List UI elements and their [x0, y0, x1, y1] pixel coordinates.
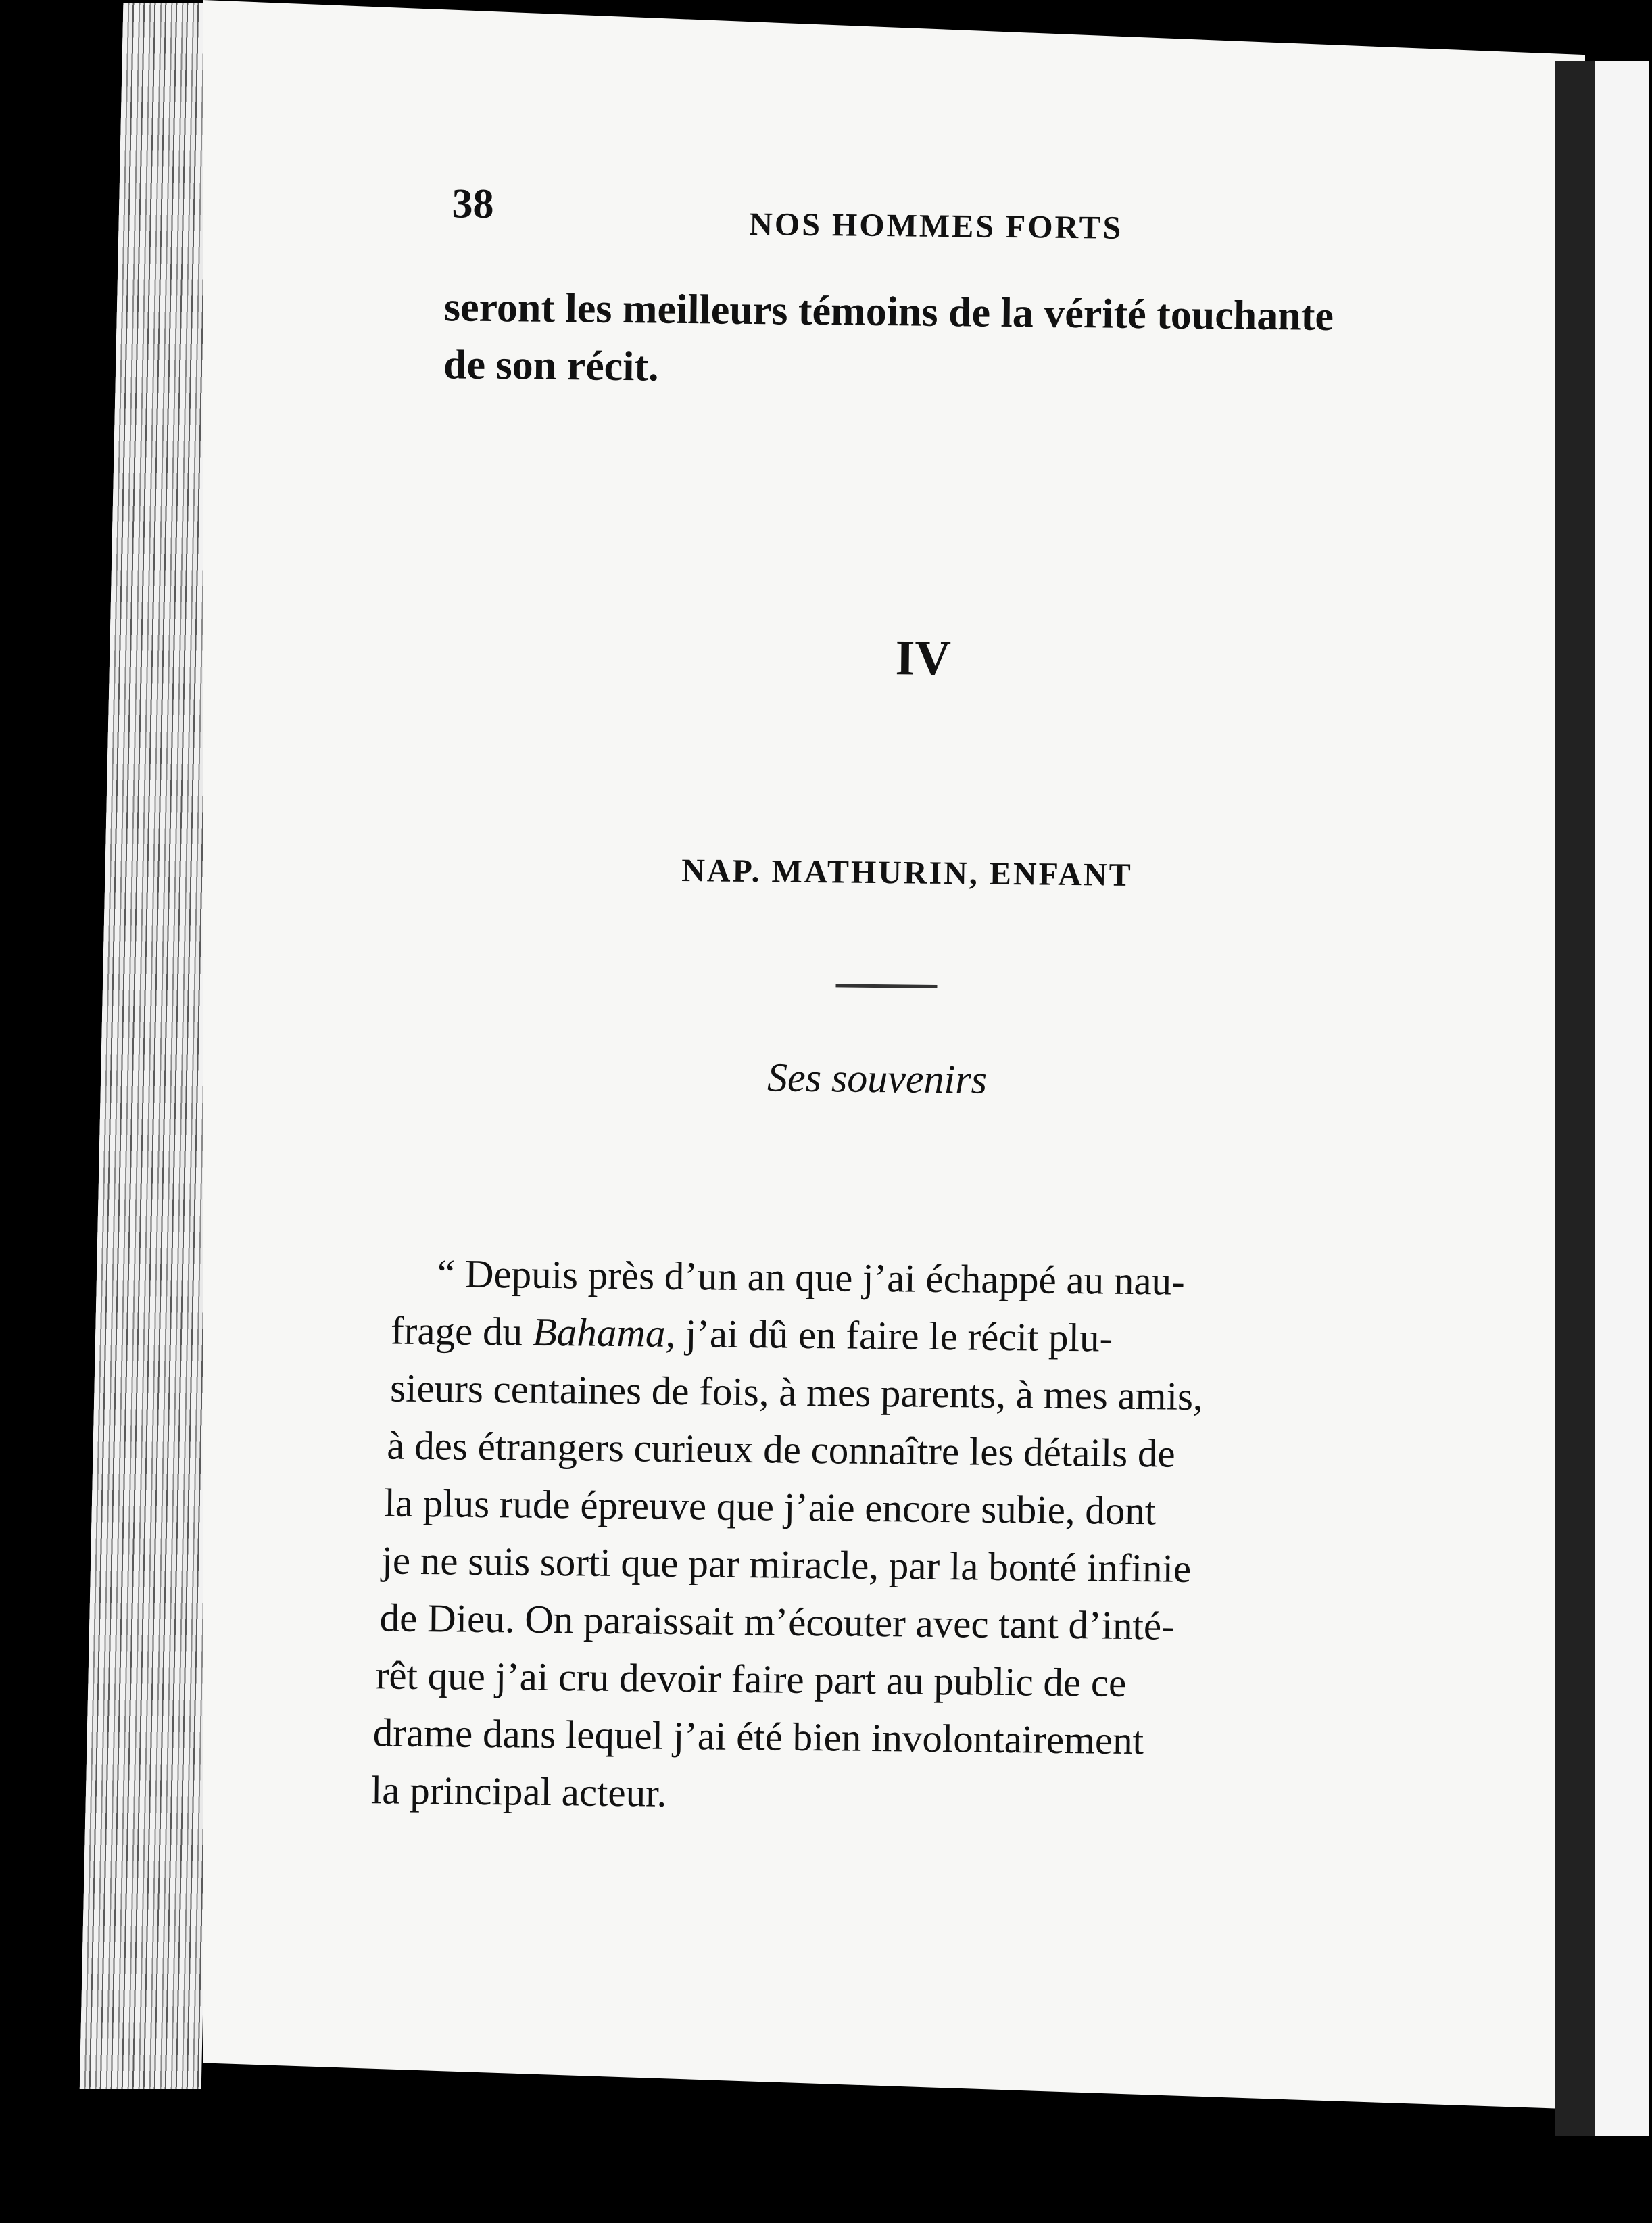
continuation-line: seront les meilleurs témoins de la vérité touchante	[443, 284, 1334, 340]
section-subtitle: Ses souvenirs	[767, 1055, 988, 1102]
chapter-number: IV	[895, 630, 952, 687]
paragraph-line: je ne suis sorti que par miracle, par la bonté infinie	[381, 1537, 1192, 1591]
paragraph-text: j’ai dû en faire le récit plu-	[675, 1310, 1113, 1360]
chapter-title: NAP. MATHURIN, ENFANT	[681, 852, 1133, 893]
paragraph-line: sieurs centaines de fois, à mes parents, à mes amis,	[389, 1365, 1204, 1419]
paragraph-line: la principal acteur.	[370, 1767, 667, 1815]
paragraph-text: frage du	[390, 1308, 533, 1354]
divider-rule	[835, 984, 937, 988]
paragraph-line: de Dieu. On paraissait m’écouter avec tant d’inté-	[379, 1595, 1175, 1648]
paragraph-line: à des étrangers curieux de connaître les détails de	[386, 1423, 1175, 1476]
paragraph-line: “ Depuis près d’un an que j’ai échappé au nau-	[437, 1251, 1186, 1304]
running-head: NOS HOMMES FORTS	[749, 206, 1123, 246]
continuation-line: de son récit.	[443, 341, 659, 390]
ship-name: Bahama,	[532, 1309, 676, 1356]
paragraph-line: rêt que j’ai cru devoir faire part au public de ce	[375, 1652, 1127, 1705]
paragraph-line	[391, 1308, 1113, 1362]
paragraph-line: drame dans lequel j’ai été bien involontairement	[372, 1710, 1144, 1763]
paragraph-line: la plus rude épreuve que j’aie encore subie, dont	[384, 1480, 1157, 1533]
page-number: 38	[452, 181, 494, 228]
